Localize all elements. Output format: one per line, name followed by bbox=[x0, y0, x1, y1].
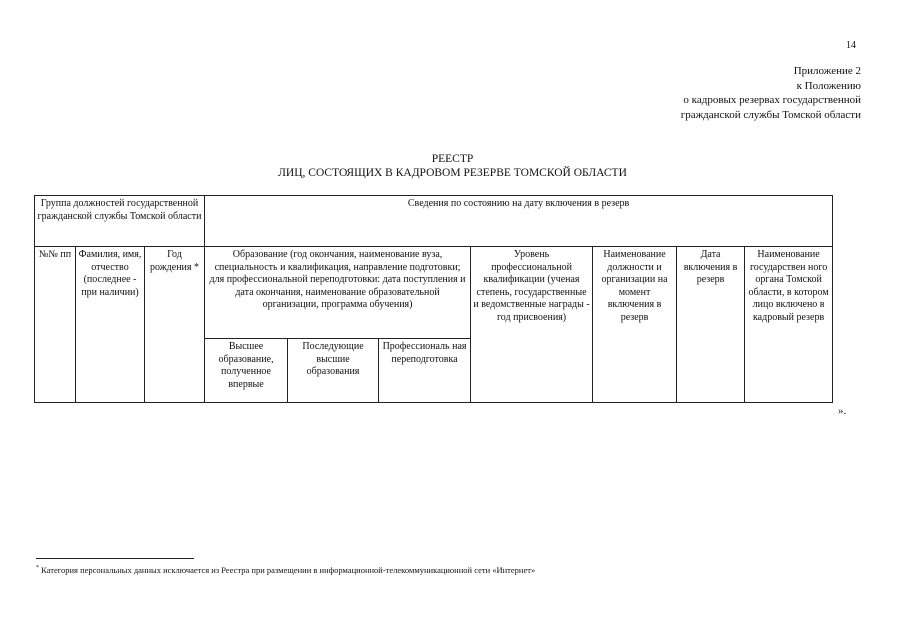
title-line: РЕЕСТР bbox=[431, 153, 474, 165]
header-reserve-info: Сведения по состоянию на дату включения в резерв bbox=[205, 196, 833, 247]
appendix-line: о кадровых резервах государственной bbox=[683, 94, 861, 106]
appendix-line: к Положению bbox=[796, 79, 861, 92]
header-position-group: Группа должностей государственной гражданской службы Томской области bbox=[35, 196, 205, 247]
appendix-line: Приложение 2 bbox=[793, 65, 861, 77]
appendix-note bbox=[681, 64, 861, 122]
header-professional-retraining: Профессиональ ная переподготовка bbox=[379, 339, 471, 403]
title-line: ЛИЦ, СОСТОЯЩИХ В КАДРОВОМ РЕЗЕРВЕ ТОМСКОЙ ОБЛАСТИ bbox=[278, 167, 627, 179]
header-number: №№ пп bbox=[35, 247, 76, 403]
footnote-mark: * bbox=[36, 565, 39, 571]
header-full-name: Фамилия, имя, отчество (последнее - при наличии) bbox=[76, 247, 145, 403]
page-number: 14 bbox=[846, 40, 856, 51]
header-first-higher-education: Высшее образование, полученное впервые bbox=[205, 339, 288, 403]
header-position-organization: Наименование должности и организации на момент включения в резерв bbox=[593, 247, 677, 403]
document-title bbox=[0, 152, 905, 180]
registry-table bbox=[34, 195, 833, 403]
header-education: Образование (год окончания, наименование вуза, специальность и квалификация, направление подготовки; для профессиональной переподготовки: дата поступления и дата окончания, наименование образовательной организации, программа обучения) bbox=[205, 247, 471, 339]
header-government-body: Наименование государствен ного органа Томской области, в котором лицо включено в кадровый резерв bbox=[745, 247, 833, 403]
appendix-line: гражданской службы Томской области bbox=[680, 108, 861, 121]
footnote-text: Категория персональных данных исключается из Реестра при размещении в информационной-телекоммуникационной сети «Интернет» bbox=[41, 565, 536, 575]
header-qualification-level: Уровень профессиональной квалификации (ученая степень, государственные и ведомственные награды - год присвоения) bbox=[471, 247, 593, 403]
footnote-divider bbox=[36, 558, 194, 559]
header-subsequent-higher-education: Последующие высшие образования bbox=[288, 339, 379, 403]
footnote bbox=[36, 565, 535, 575]
closing-quote: ». bbox=[838, 405, 847, 417]
header-inclusion-date: Дата включения в резерв bbox=[677, 247, 745, 403]
header-birth-year: Год рождения * bbox=[145, 247, 205, 403]
